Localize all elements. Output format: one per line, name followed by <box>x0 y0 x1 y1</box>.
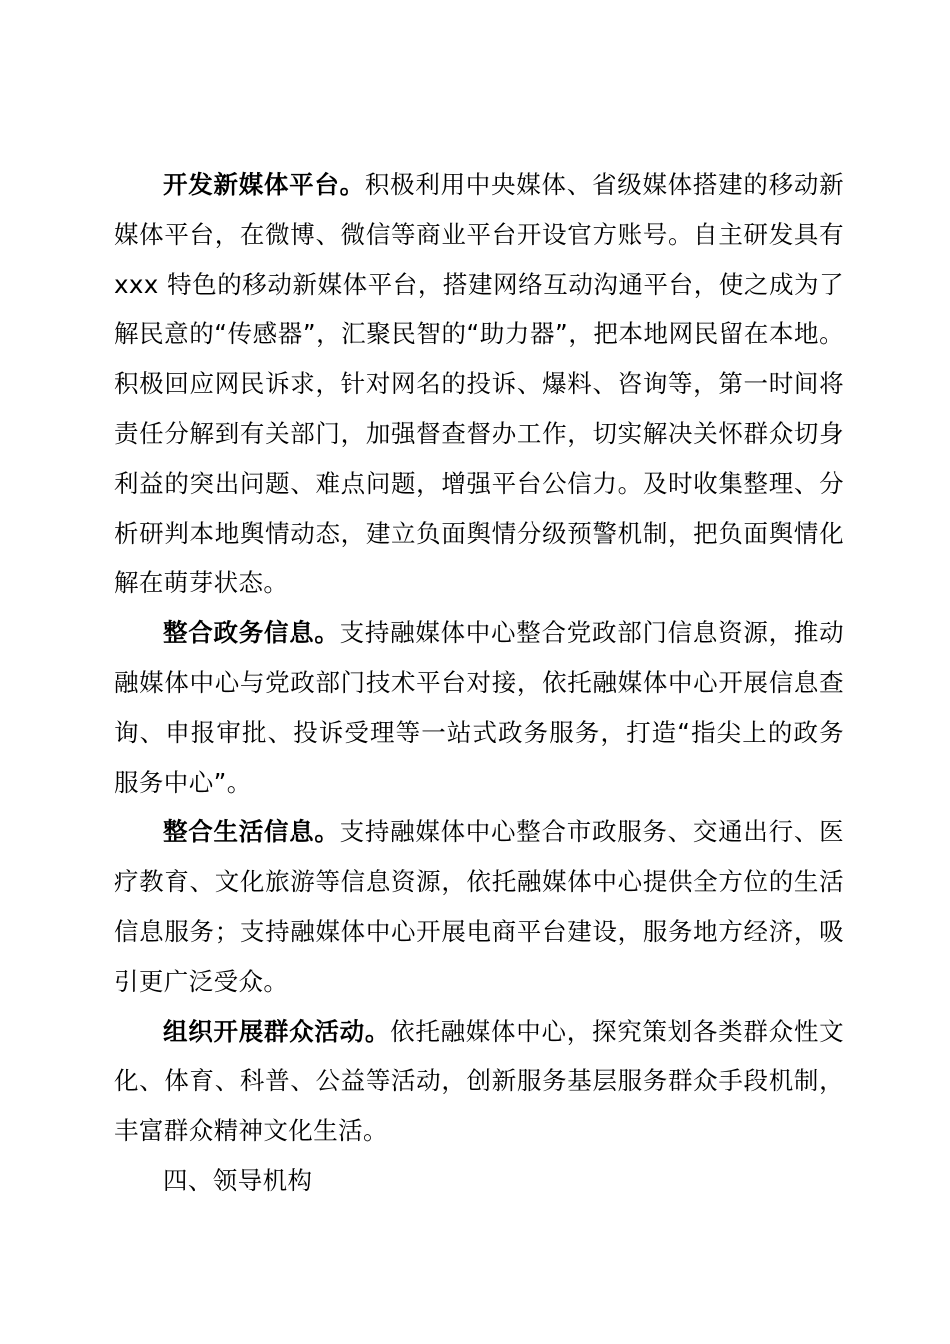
paragraph-new-media-platform <box>114 160 844 608</box>
paragraph-lead: 组织开展群众活动。 <box>163 1016 391 1046</box>
paragraph-body: 积极利用中央媒体、省级媒体搭建的移动新媒体平台，在微博、微信等商业平台开设官方账号。自主研发具有 xxx 特色的移动新媒体平台，搭建网络互动沟通平台，使之成为了解民意的“传感器”，汇聚民智的“助力器”，把本地网民留在本地。积极回应网民诉求，针对网名的投诉、爆料、咨询等，第一时间将责任分解到有关部门，加强督查督办工作，切实解决关怀群众切身利益的突出问题、难点问题，增强平台公信力。及时收集整理、分析研判本地舆情动态，建立负面舆情分级预警机制，把负面舆情化解在萌芽状态。 <box>114 170 844 598</box>
paragraph-lead: 整合生活信息。 <box>163 817 340 847</box>
paragraph-lead: 开发新媒体平台。 <box>163 170 365 199</box>
paragraph-lead: 整合政务信息。 <box>163 618 340 648</box>
paragraph-mass-activities <box>114 1007 844 1156</box>
document-page <box>114 160 844 1206</box>
paragraph-government-info <box>114 608 844 807</box>
paragraph-body: 支持融媒体中心整合市政服务、交通出行、医疗教育、文化旅游等信息资源，依托融媒体中心提供全方位的生活信息服务；支持融媒体中心开展电商平台建设，服务地方经济，吸引更广泛受众。 <box>114 817 844 996</box>
paragraph-body: 依托融媒体中心，探究策划各类群众性文化、体育、科普、公益等活动，创新服务基层服务群众手段机制，丰富群众精神文化生活。 <box>114 1016 844 1146</box>
section-heading: 四、领导机构 <box>163 1165 313 1195</box>
paragraph-body: 支持融媒体中心整合党政部门信息资源，推动融媒体中心与党政部门技术平台对接，依托融媒体中心开展信息查询、申报审批、投诉受理等一站式政务服务，打造“指尖上的政务服务中心”。 <box>114 618 844 797</box>
paragraph-life-info <box>114 807 844 1006</box>
